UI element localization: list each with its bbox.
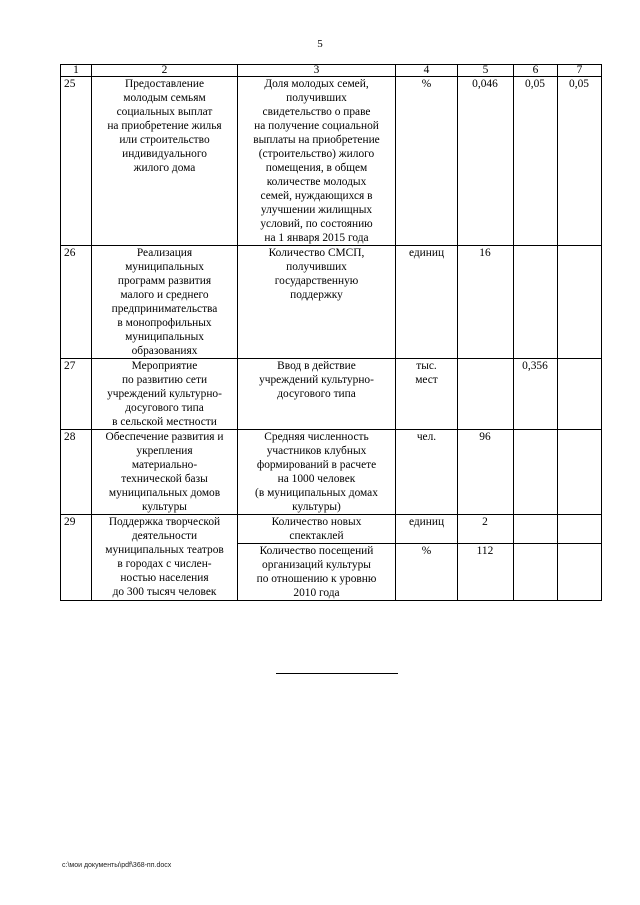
event-line: технической базы [121,473,208,485]
event-line: муниципальных домов [108,487,221,499]
event-line: Предоставление [124,78,205,90]
event-line: образованиях [131,345,198,357]
table-row [61,359,602,430]
table-row [61,515,602,544]
indicator-line: Количество СМСП, [268,247,365,259]
value-col6 [514,430,558,515]
value-col7 [558,246,602,359]
indicator-cell [238,246,396,359]
value-col5: 2 [458,515,514,544]
value-col7: 0,05 [558,77,602,246]
table-header-row [61,65,602,77]
unit-cell: единиц [396,246,458,359]
event-line: учреждений культурно- [107,388,222,400]
value-col6 [514,246,558,359]
header-cell: 6 [514,65,558,77]
indicator-line: на 1000 человек [277,473,356,485]
event-line: муниципальных [125,331,204,343]
unit-cell: единиц [396,515,458,544]
file-path-footer: c:\мои документы\pdf\368-пп.docx [62,862,172,869]
event-line: молодым семьям [123,92,206,104]
indicator-line: Ввод в действие [277,360,356,372]
indicator-line: по отношению к уровню [256,573,377,585]
indicator-line: Количество новых [271,516,362,528]
indicator-cell [238,430,396,515]
indicator-cell [238,515,396,544]
row-number: 26 [61,246,92,359]
event-cell [92,246,238,359]
row-number: 25 [61,77,92,246]
value-col5 [458,359,514,430]
event-line: до 300 тысяч человек [112,586,217,598]
indicator-line: (строительство) жилого [258,148,375,160]
header-cell: 4 [396,65,458,77]
indicator-line: условий, по состоянию [260,218,373,230]
table-row [61,246,602,359]
value-col6 [514,515,558,544]
event-line: ностью населения [120,572,209,584]
unit-cell: % [396,77,458,246]
value-col5: 16 [458,246,514,359]
indicator-line: на 1 января 2015 года [264,232,369,244]
indicator-line: (в муниципальных домах [255,487,378,499]
indicator-line: досугового типа [277,388,356,400]
unit-cell: чел. [396,430,458,515]
indicator-line: количестве молодых [266,176,367,188]
event-line: или строительство [119,134,210,146]
indicator-line: организаций культуры [262,559,371,571]
unit-line: мест [415,374,438,386]
table-row [61,77,602,246]
event-line: деятельности [131,530,198,542]
event-line: в монопрофильных [117,317,212,329]
value-col7 [558,359,602,430]
event-line: муниципальных театров [105,544,224,556]
event-cell [92,515,238,601]
indicator-line: получивших [286,261,347,273]
page-number: 5 [317,38,323,50]
indicator-line: участников клубных [266,445,367,457]
indicator-line: улучшении жилищных [260,204,373,216]
event-line: муниципальных [125,261,204,273]
indicator-line: Количество посещений [259,545,374,557]
indicator-line: получивших [286,92,347,104]
value-col6 [514,544,558,601]
event-line: Поддержка творческой [108,516,221,528]
event-line: в сельской местности [112,416,217,428]
event-line: в городах с числен- [117,558,212,570]
indicator-line: государственную [274,275,359,287]
value-col7 [558,430,602,515]
indicator-line: учреждений культурно- [259,374,374,386]
event-line: культуры [142,501,187,513]
event-line: по развитию сети [121,374,208,386]
event-line: Реализация [136,247,193,259]
row-number: 27 [61,359,92,430]
indicator-line: помещения, в общем [265,162,368,174]
event-line: социальных выплат [116,106,213,118]
value-col6: 0,05 [514,77,558,246]
event-line: индивидуального [122,148,207,160]
value-col7 [558,515,602,544]
unit-line: тыс. [416,360,437,372]
value-col7 [558,544,602,601]
event-cell [92,77,238,246]
indicators-table [60,64,602,601]
event-cell [92,359,238,430]
indicator-line: спектаклей [289,530,344,542]
header-cell: 5 [458,65,514,77]
indicator-line: поддержку [290,289,343,301]
event-line: на приобретение жилья [107,120,222,132]
row-number: 29 [61,515,92,601]
indicator-cell [238,544,396,601]
indicator-cell [238,359,396,430]
end-divider [276,673,398,674]
indicator-line: 2010 года [293,587,340,599]
indicator-line: культуры) [292,501,341,513]
indicator-line: Доля молодых семей, [264,78,369,90]
indicator-line: на получение социальной [254,120,379,132]
indicator-line: Средняя численность [264,431,369,443]
header-cell: 7 [558,65,602,77]
table-row [61,430,602,515]
event-line: малого и среднего [120,289,209,301]
value-col5: 112 [458,544,514,601]
event-line: материально- [131,459,198,471]
event-line: программ развития [117,275,212,287]
value-col5: 0,046 [458,77,514,246]
indicator-cell [238,77,396,246]
unit-cell: % [396,544,458,601]
indicator-line: семей, нуждающихся в [260,190,373,202]
event-cell [92,430,238,515]
indicator-line: выплаты на приобретение [253,134,380,146]
event-line: укрепления [136,445,193,457]
row-number: 28 [61,430,92,515]
event-line: Обеспечение развития и [105,431,224,443]
value-col6: 0,356 [514,359,558,430]
header-cell: 3 [238,65,396,77]
event-line: Мероприятие [131,360,198,372]
event-line: жилого дома [133,162,196,174]
header-cell: 1 [61,65,92,77]
event-line: предпринимательства [111,303,218,315]
unit-cell [396,359,458,430]
value-col5: 96 [458,430,514,515]
event-line: досугового типа [125,402,204,414]
indicator-line: формирований в расчете [256,459,377,471]
indicator-line: свидетельство о праве [262,106,371,118]
header-cell: 2 [92,65,238,77]
